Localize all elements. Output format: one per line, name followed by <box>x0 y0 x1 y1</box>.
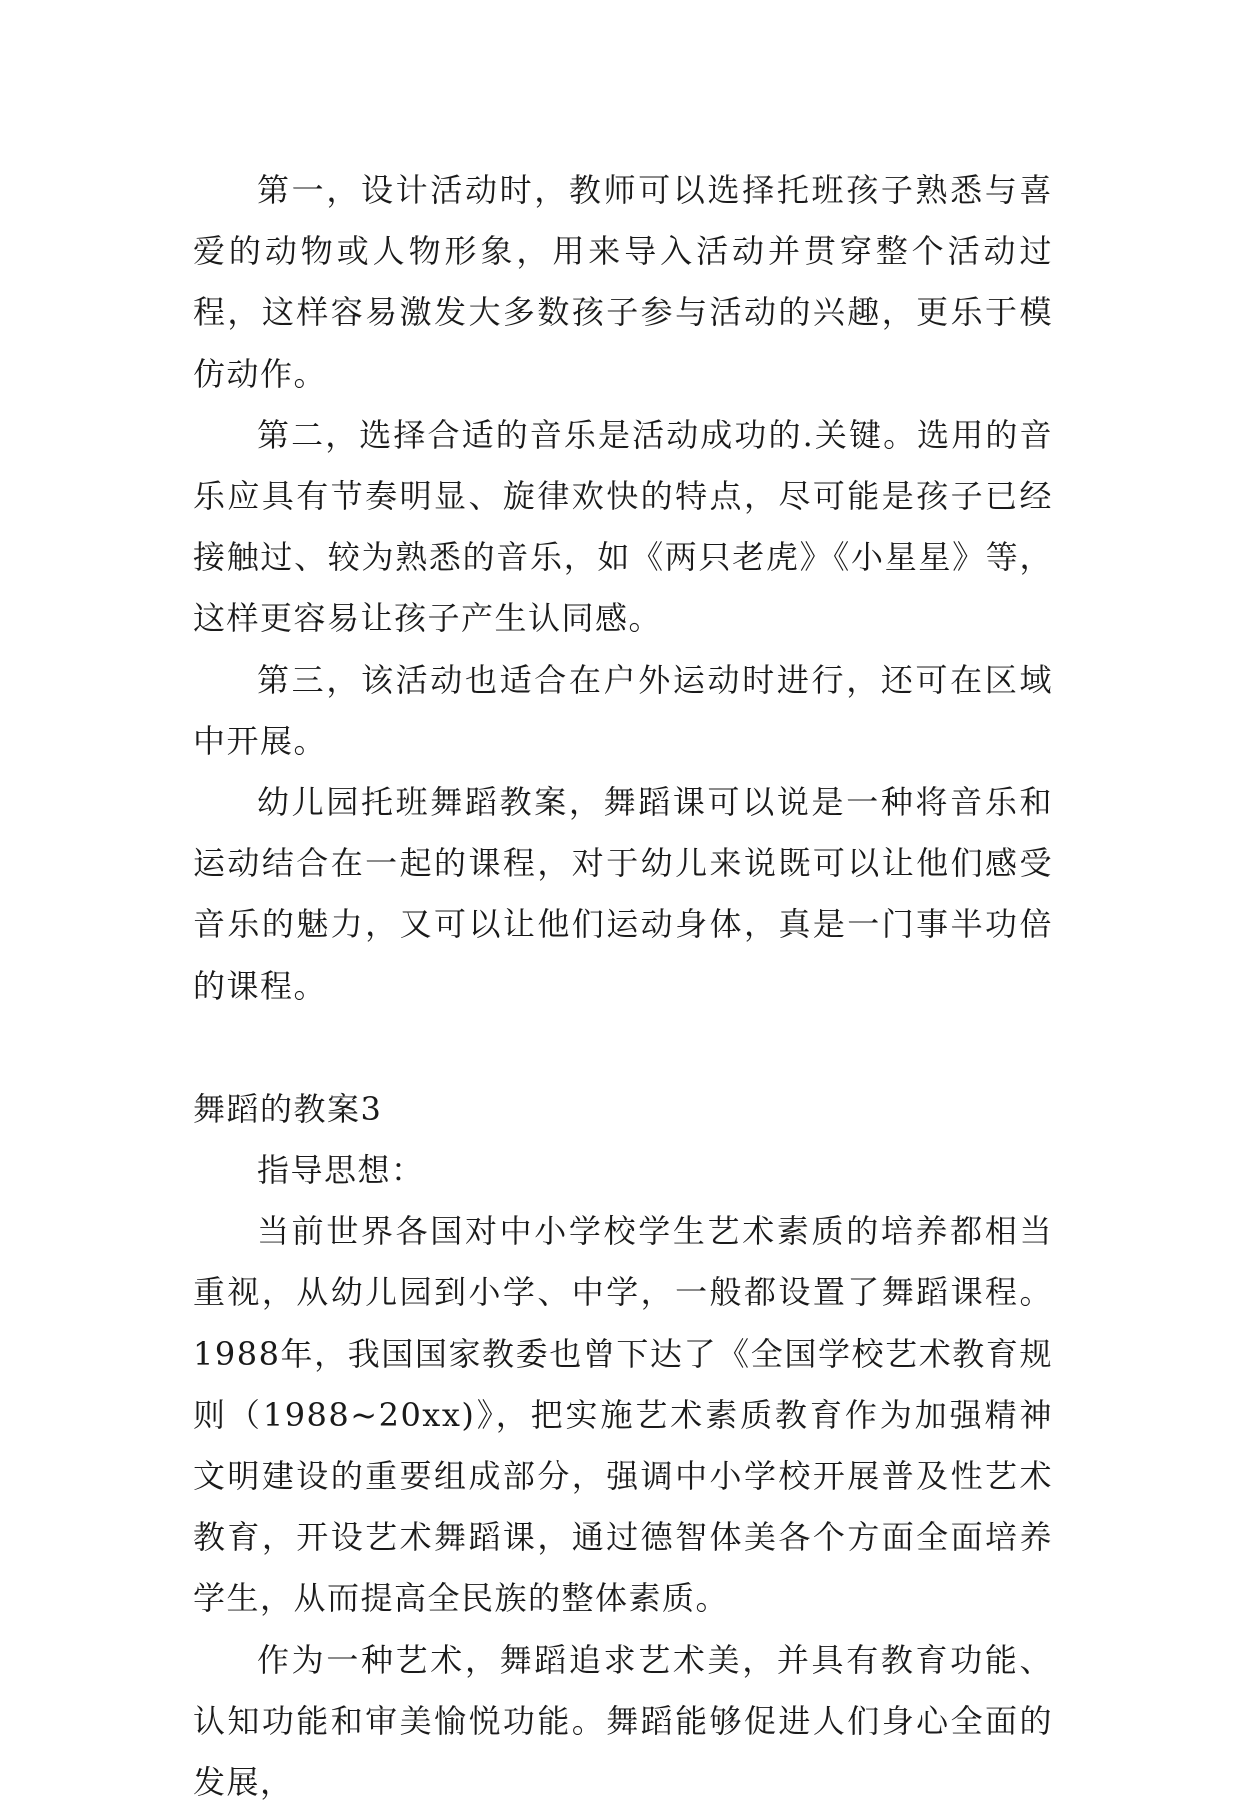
paragraph-dance-function: 作为一种艺术，舞蹈追求艺术美，并具有教育功能、认知功能和审美愉悦功能。舞蹈能够促进人们身心全面的发展， <box>193 1640 1053 1802</box>
paragraph-summary: 幼儿园托班舞蹈教案，舞蹈课可以说是一种将音乐和运动结合在一起的课程，对于幼儿来说既可以让他们感受音乐的魅力，又可以让他们运动身体，真是一门事半功倍的课程。 <box>193 783 1053 1005</box>
paragraph-art-education: 当前世界各国对中小学校学生艺术素质的培养都相当重视，从幼儿园到小学、中学，一般都设置了舞蹈课程。1988年，我国国家教委也曾下达了《全国学校艺术教育规则（1988~20xx)》，把实施艺术素质教育作为加强精神文明建设的重要组成部分，强调中小学校开展普及性艺术教育，开设艺术舞蹈课，通过德智体美各个方面全面培养学生，从而提高全民族的整体素质。 <box>193 1212 1053 1618</box>
section-heading: 舞蹈的教案3 <box>193 1089 383 1128</box>
paragraph-music-choice: 第二，选择合适的音乐是活动成功的.关键。选用的音乐应具有节奏明显、旋律欢快的特点，尽可能是孩子已经接触过、较为熟悉的音乐，如《两只老虎》《小星星》等，这样更容易让孩子产生认同感。 <box>193 415 1053 638</box>
paragraph-design-activity: 第一，设计活动时，教师可以选择托班孩子熟悉与喜爱的动物或人物形象，用来导入活动并贯穿整个活动过程，这样容易激发大多数孩子参与活动的兴趣，更乐于模仿动作。 <box>193 171 1053 393</box>
paragraph-guiding-ideas: 指导思想： <box>257 1151 425 1190</box>
paragraph-outdoor: 第三，该活动也适合在户外运动时进行，还可在区域中开展。 <box>193 660 1053 760</box>
document-page <box>193 160 1053 1813</box>
